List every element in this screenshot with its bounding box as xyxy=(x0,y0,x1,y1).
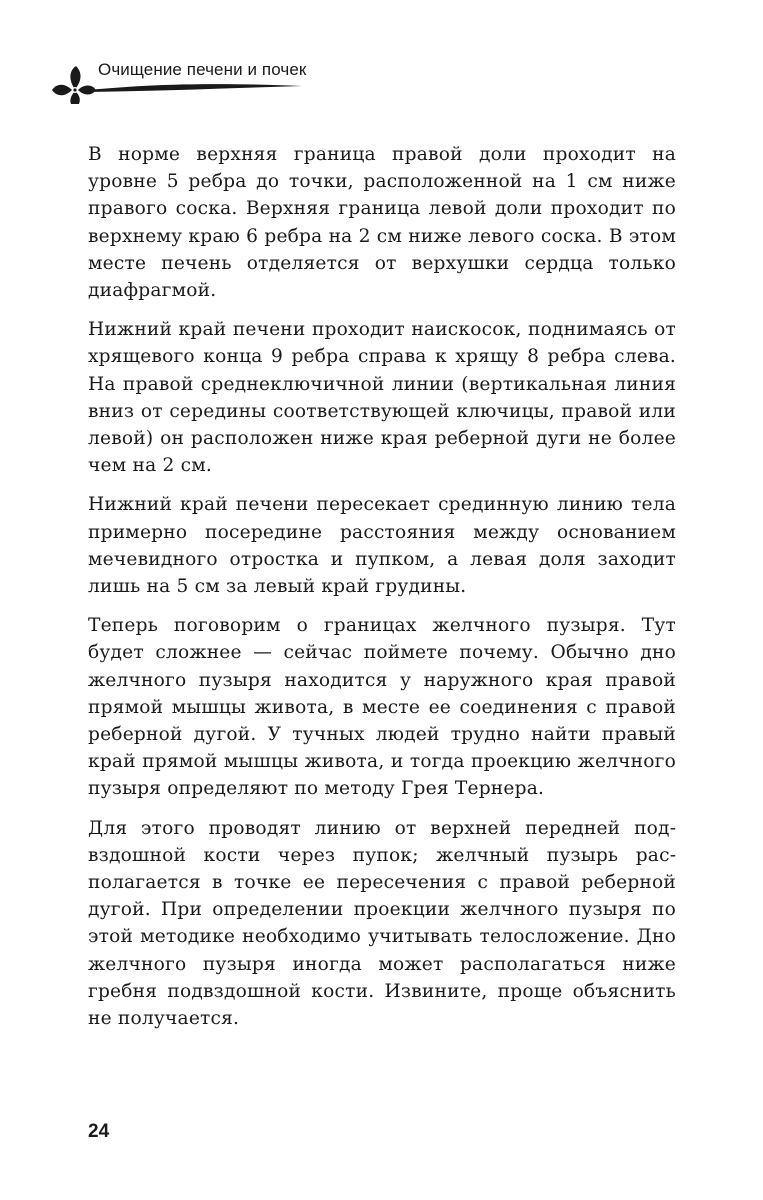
running-header-title: Очищение печени и почек xyxy=(98,60,307,79)
paragraph: Теперь поговорим о границах желчного пузыря. Тут будет сложнее — сейчас поймете почему. Обычно дно желчного пузыря находится у наружного края правой прямой мышцы живота, в месте ее соединения с правой реберной дугой. У тучных людей трудно найти правый край прямой мышцы живота, и тогда проекцию желчного пузыря определяют по методу Грея Тернера. xyxy=(88,615,676,800)
paragraph: Для этого проводят линию от верхней передней подвздошной кости через пупок; желчный пузырь располагается в точке ее пересечения с правой реберной дугой. При определении проекции желчного пузыря по этой методике необходимо учитывать телосложение. Дно желчного пузыря иногда может располагаться ниже гребня подвздошной кости. Извините, проще объяснить не получается. xyxy=(88,817,676,1030)
body-text xyxy=(88,141,676,1044)
paragraph: Нижний край печени пересекает срединную линию тела примерно посередине расстояния между основанием мечевидного отростка и пупком, а левая доля заходит лишь на 5 см за левый край грудины. xyxy=(88,494,676,598)
paragraph: В норме верхняя граница правой доли проходит на уровне 5 ребра до точки, расположенной на 1 см ниже правого соска. Верхняя граница левой доли проходит по верхнему краю 6 ребра на 2 см ниже левого соска. В этом месте печень отделяется от верхушки сердца только диафрагмой. xyxy=(88,144,676,302)
paragraph: Нижний край печени проходит наискосок, поднимаясь от хрящевого конца 9 ребра справа к хрящу 8 ребра слева. На правой среднеключичной линии (вертикальная линия вниз от середины соответствующей ключицы, правой или левой) он расположен ниже края реберной дуги не более чем на 2 см. xyxy=(88,319,676,477)
page-number: 24 xyxy=(88,1121,110,1142)
running-header xyxy=(52,52,352,112)
